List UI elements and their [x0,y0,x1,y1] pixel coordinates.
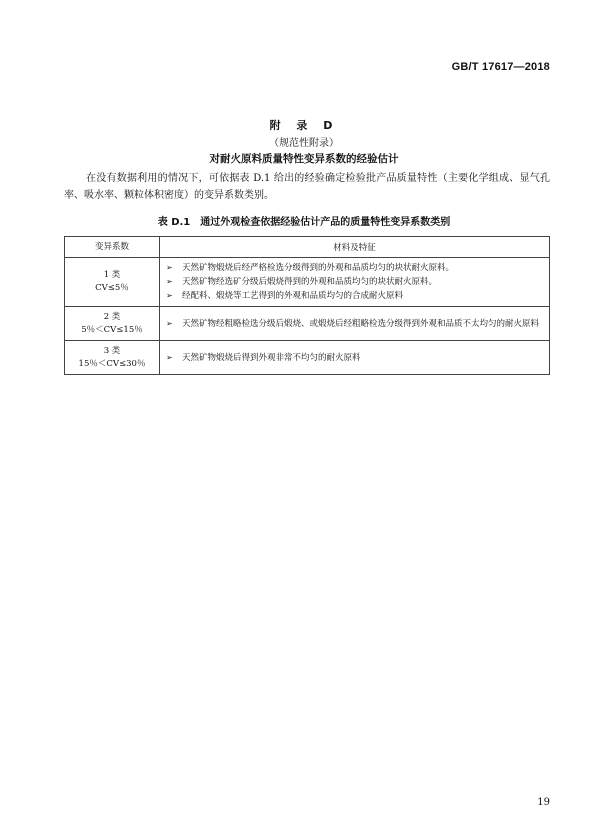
table-caption: 表 D.1 通过外观检查依据经验估计产品的质量特性变异系数类别 [157,217,451,228]
list-item: ➢ 天然矿物经选矿分级后煅烧得到的外观和品质均匀的块状耐火原料。 [166,277,438,287]
list-item: ➢ 天然矿物煅烧后得到外观非常不均匀的耐火原料 [166,352,361,363]
cv-class-label: 1 类 [103,270,121,280]
table-row [65,341,550,375]
cv-class-label: 3 类 [103,345,121,356]
material-cell [160,258,550,307]
cv-range-label: CV≤5％ [95,283,129,293]
body-paragraph: 在没有数据利用的情况下，可依据表 D.1 给出的经验确定检验批产品质量特性（主要化学组成、显气孔率、吸水率、颗粒体积密度）的变异系数类别。 [64,173,550,201]
table-header-row [65,237,550,258]
list-item: ➢ 经配料、煅烧等工艺得到的外观和品质均匀的合成耐火原料 [166,291,404,301]
page-number: 19 [537,797,550,808]
cv-range-label: 15％＜CV≤30％ [78,358,146,369]
list-item: ➢ 天然矿物煅烧后经严格检选分级得到的外观和品质均匀的块状耐火原料。 [166,263,455,273]
header-cv: 变异系数 [65,237,160,258]
appendix-title: 附 录 D [269,119,339,132]
cv-class-cell [65,258,160,307]
table-row [65,258,550,307]
arrow-bullet-icon: ➢ [166,263,173,272]
standard-number: GB/T 17617—2018 [451,61,550,73]
appendix-subtitle: （规范性附录） [269,138,339,149]
cv-class-label: 2 类 [103,311,121,322]
list-item: ➢ 天然矿物经粗略检选分级后煅烧、或煅烧后经粗略检选分级得到外观和品质不太均匀的耐火原料 [166,318,540,329]
arrow-bullet-icon: ➢ [166,291,173,300]
arrow-bullet-icon: ➢ [166,277,173,286]
cv-class-cell [65,341,160,375]
arrow-bullet-icon: ➢ [166,318,173,328]
table-row [65,307,550,341]
material-cell [160,307,550,341]
material-cell [160,341,550,375]
cv-range-label: 5％＜CV≤15％ [81,324,143,335]
cv-class-cell [65,307,160,341]
cv-class-table [64,236,550,375]
header-material: 材料及特征 [160,237,550,258]
appendix-heading: 对耐火原料质量特性变异系数的经验估计 [209,153,399,165]
arrow-bullet-icon: ➢ [166,352,173,362]
